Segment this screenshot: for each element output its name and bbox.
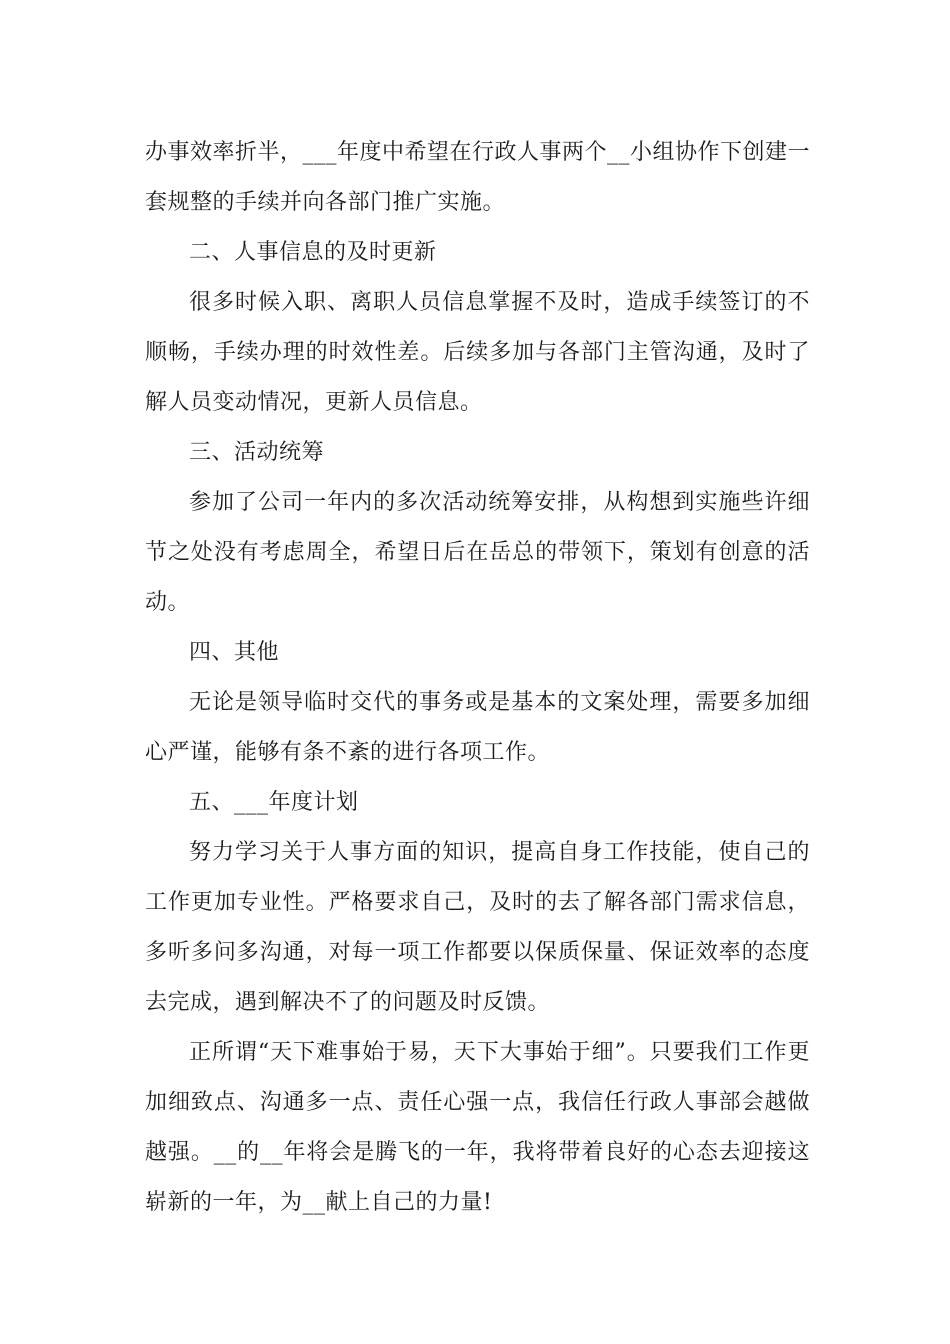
paragraph-closing: 正所谓“天下难事始于易，天下大事始于细”。只要我们工作更加细致点、沟通多一点、责任心强一点，我信任行政人事部会越做越强。__的__年将会是腾飞的一年，我将带着良好的心态去迎接这崭新的一年，为__献上自己的力量! — [145, 1040, 810, 1215]
paragraph-other: 无论是领导临时交代的事务或是基本的文案处理，需要多加细心严谨，能够有条不紊的进行各项工作。 — [145, 690, 810, 765]
paragraph-activity-planning: 参加了公司一年内的多次活动统筹安排，从构想到实施些许细节之处没有考虑周全，希望日后在岳总的带领下，策划有创意的活动。 — [145, 490, 810, 615]
section-heading-activity-planning: 三、活动统筹 — [189, 440, 325, 465]
section-heading-annual-plan: 五、___年度计划 — [189, 790, 359, 815]
paragraph-annual-plan: 努力学习关于人事方面的知识，提高自身工作技能，使自己的工作更加专业性。严格要求自己，及时的去了解各部门需求信息，多听多问多沟通，对每一项工作都要以保质保量、保证效率的态度去完成，遇到解决不了的问题及时反馈。 — [145, 840, 810, 1015]
document-page — [145, 128, 810, 1228]
section-heading-other: 四、其他 — [189, 640, 280, 665]
section-heading-personnel-info: 二、人事信息的及时更新 — [189, 240, 437, 265]
paragraph-personnel-info: 很多时候入职、离职人员信息掌握不及时，造成手续签订的不顺畅，手续办理的时效性差。后续多加与各部门主管沟通，及时了解人员变动情况，更新人员信息。 — [145, 290, 810, 415]
paragraph-intro-continued: 办事效率折半，___年度中希望在行政人事两个__小组协作下创建一套规整的手续并向各部门推广实施。 — [145, 140, 811, 215]
